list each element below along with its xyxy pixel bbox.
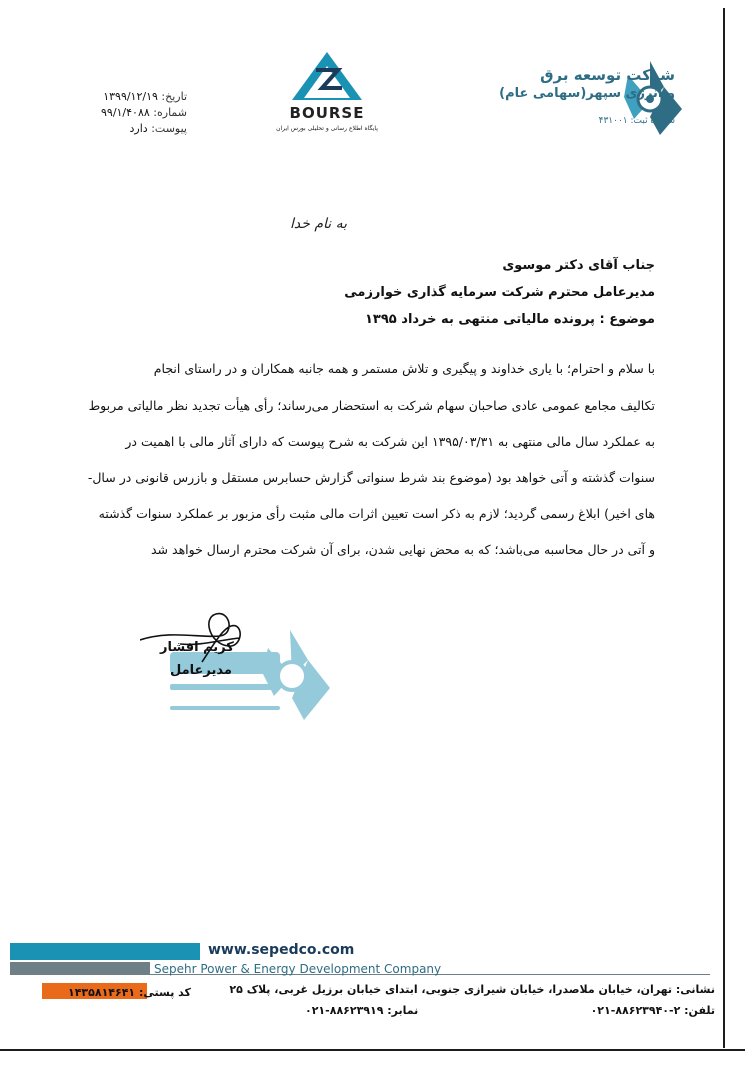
footer-company-english: Sepehr Power & Energy Development Company <box>154 962 442 976</box>
attachment-label: پیوست: <box>151 122 187 135</box>
footer-teal-bar <box>10 943 200 960</box>
bourse-logo <box>276 48 378 140</box>
attachment-value: دارد <box>129 122 148 135</box>
salutation: به نام خدا <box>290 216 348 232</box>
footer-fax: نمابر: ۸۸۶۲۳۹۱۹-۰۲۱ <box>305 1004 419 1017</box>
bourse-subtitle: پایگاه اطلاع رسانی و تحلیلی بورس ایران <box>276 125 378 132</box>
letter-number <box>27 106 187 119</box>
paragraph-line: و آتی در حال محاسبه می‌باشد؛ که به محض نهایی شدن، برای آن شرکت محترم ارسال خواهد شد <box>151 542 655 557</box>
number-label: شماره: <box>153 106 187 119</box>
frame-right-border <box>723 8 725 1048</box>
paragraph-line: به عملکرد سال مالی منتهی به ۱۳۹۵/۰۳/۳۱ این شرکت به شرح پیوست که دارای آثار مالی با اهمیت در <box>125 434 655 449</box>
signer-name: کریم افشار <box>160 640 234 655</box>
paragraph-line: با سلام و احترام؛ با یاری خداوند و پیگیری و تلاش مستمر و همه جانبه همکاران و در راستای انجام <box>153 361 655 376</box>
addressee-role: مدیرعامل محترم شرکت سرمایه گذاری خوارزمی <box>344 285 655 300</box>
postal-label: کد پستی: <box>138 986 191 999</box>
footer-website: www.sepedco.com <box>208 942 355 958</box>
bourse-triangle-icon <box>276 48 378 104</box>
signer-title: مدیرعامل <box>170 663 232 678</box>
company-name-line2: و انرژی سپهر(سهامی عام) <box>499 86 675 101</box>
letter-attachment <box>27 122 187 135</box>
frame-bottom-border <box>0 1049 745 1051</box>
letter-date <box>27 90 187 103</box>
footer-gray-bar <box>10 962 150 975</box>
footer-postal-code <box>68 986 191 999</box>
company-name-line1: شرکت توسعه برق <box>540 66 675 84</box>
company-registration: شماره ثبت: ۴۳۱۰۰۱ <box>598 116 675 126</box>
postal-value: ۱۴۳۵۸۱۴۶۴۱ <box>68 986 136 999</box>
footer-tel: تلفن: ۲-۸۸۶۲۳۹۴۰-۰۲۱ <box>590 1004 715 1017</box>
paragraph-line: تکالیف مجامع عمومی عادی صاحبان سهام شرکت به استحضار می‌رساند؛ رأی هیأت تجدید نظر مالیاتی مربوط <box>88 398 655 413</box>
bourse-wordmark: BOURSE <box>289 104 365 122</box>
footer-address: نشانی: تهران، خیابان ملاصدرا، خیابان شیرازی جنوبی، ابتدای خیابان برزیل غربی، پلاک ۲۵ <box>229 983 715 996</box>
paragraph-line: های اخیر) ابلاغ رسمی گردید؛ لازم به ذکر است تعیین اثرات مالی مثبت رأی مزبور بر عملکرد سنوات گذشته <box>98 506 655 521</box>
letter-subject: موضوع : پرونده مالیاتی منتهی به خرداد ۱۳۹۵ <box>365 312 655 327</box>
paragraph-line: سنوات گذشته و آتی خواهد بود (موضوع بند شرط سنواتی گزارش حسابرس مستقل و بازرس قانونی در سال- <box>87 470 655 485</box>
date-label: تاریخ: <box>161 90 187 103</box>
date-value: ۱۳۹۹/۱۲/۱۹ <box>103 90 158 103</box>
addressee: جناب آقای دکتر موسوی <box>502 258 655 273</box>
number-value: ۹۹/۱/۴۰۸۸ <box>101 106 150 119</box>
